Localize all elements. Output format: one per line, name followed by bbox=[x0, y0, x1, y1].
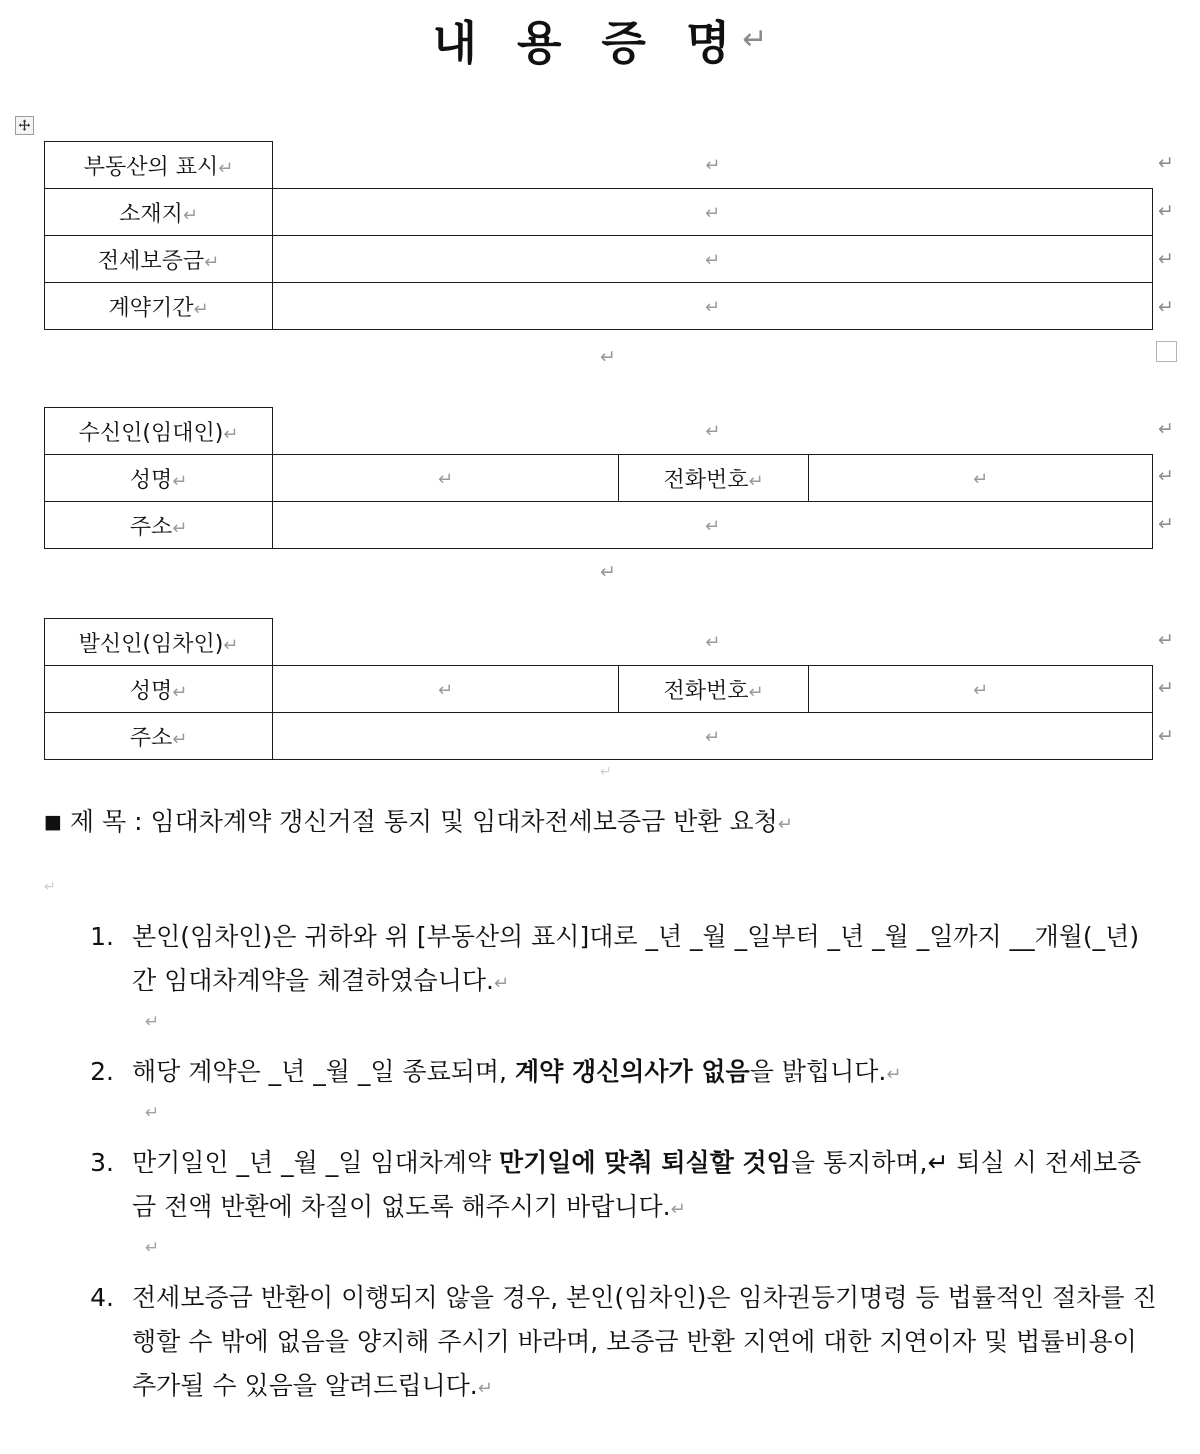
row-end-mark-icon: ↵ bbox=[1158, 629, 1174, 651]
paragraph-mark-icon: ↵ bbox=[44, 879, 56, 895]
row-end-mark-icon: ↵ bbox=[1158, 418, 1174, 440]
list-item-number: 2. bbox=[90, 1057, 114, 1086]
paragraph-mark-icon: ↵ bbox=[886, 1064, 902, 1085]
paragraph-mark-icon: ↵ bbox=[172, 470, 188, 492]
paragraph-mark-icon: ↵ bbox=[704, 296, 721, 318]
list-item bbox=[80, 915, 1160, 1006]
list-item bbox=[80, 1141, 1160, 1232]
property-row-term-value[interactable] bbox=[273, 283, 1153, 330]
paragraph-mark-icon: ↵ bbox=[704, 726, 721, 748]
page-title bbox=[0, 8, 1200, 75]
list-item-number: 4. bbox=[90, 1283, 114, 1312]
cell-text: 계약기간 bbox=[108, 295, 194, 321]
paragraph-mark-icon: ↵ bbox=[748, 470, 764, 492]
property-row-location-value[interactable] bbox=[273, 189, 1153, 236]
recipient-phone-value[interactable] bbox=[809, 455, 1153, 502]
paragraph-mark-icon: ↵ bbox=[145, 1012, 160, 1032]
paragraph-mark-icon: ↵ bbox=[670, 1199, 686, 1220]
page-title-text: 내 용 증 명 bbox=[432, 16, 743, 70]
recipient-table-header-label[interactable] bbox=[45, 408, 273, 455]
recipient-name-label[interactable] bbox=[45, 455, 273, 502]
list-item-segment: 을 밝힙니다. bbox=[749, 1057, 887, 1086]
paragraph-mark-icon: ↵ bbox=[972, 679, 989, 701]
table-row[interactable] bbox=[45, 455, 1153, 502]
paragraph-mark-icon: ↵ bbox=[600, 764, 612, 780]
sender-table-header-label[interactable] bbox=[45, 619, 273, 666]
list-item-segment-bold: 계약 갱신의사가 없음 bbox=[514, 1057, 750, 1086]
cell-text: 전화번호 bbox=[663, 678, 749, 704]
paragraph-mark-icon: ↵ bbox=[704, 515, 721, 537]
list-item-text bbox=[132, 915, 1160, 1006]
cell-text: 주소 bbox=[129, 514, 173, 540]
paragraph-mark-icon: ↵ bbox=[437, 679, 454, 701]
paragraph-mark-icon: ↵ bbox=[705, 155, 721, 177]
table-move-handle-icon[interactable] bbox=[15, 116, 34, 135]
list-item-text bbox=[132, 1276, 1160, 1411]
row-end-mark-icon: ↵ bbox=[1158, 296, 1174, 318]
cell-text: 주소 bbox=[129, 725, 173, 751]
row-end-mark-icon: ↵ bbox=[1158, 465, 1174, 487]
property-table-header-label[interactable] bbox=[45, 142, 273, 189]
list-item-segment: 전세보증금 반환이 이행되지 않을 경우, 본인(임차인)은 임차권등기명령 등 법률적인 절차를 진행할 수 밖에 없음을 양지해 주시기 바라며, 보증금 반환 지연에 대한 지연이자 및 법률비용이 추가될 수 있음을 알려드립니다. bbox=[132, 1283, 1157, 1400]
paragraph-mark-icon: ↵ bbox=[477, 1378, 493, 1399]
paragraph-mark-icon: ↵ bbox=[218, 157, 234, 179]
cell-text: 전세보증금 bbox=[97, 248, 205, 274]
bullet-square-icon: ■ bbox=[44, 811, 62, 833]
row-end-mark-icon: ↵ bbox=[1158, 725, 1174, 747]
list-item-number: 3. bbox=[90, 1148, 114, 1177]
property-table-header-value[interactable] bbox=[273, 142, 1153, 189]
list-item-text bbox=[132, 1050, 1160, 1097]
list-item-segment: 본인(임차인)은 귀하와 위 [부동산의 표시]대로 _년 _월 _일부터 _년 _월 _일까지 __개월(_년)간 임대차계약을 체결하였습니다. bbox=[132, 922, 1140, 995]
list-gap bbox=[80, 1097, 1160, 1141]
paragraph-mark-icon: ↵ bbox=[600, 561, 616, 583]
cell-text: 수신인(임대인) bbox=[78, 420, 224, 446]
list-item bbox=[80, 1050, 1160, 1097]
property-row-deposit-value[interactable] bbox=[273, 236, 1153, 283]
cell-text: 전화번호 bbox=[663, 467, 749, 493]
list-item-segment: 만기일인 _년 _월 _일 임대차계약 bbox=[132, 1148, 500, 1177]
recipient-phone-label[interactable] bbox=[619, 455, 809, 502]
row-end-mark-icon: ↵ bbox=[1158, 248, 1174, 270]
table-row[interactable] bbox=[45, 142, 1153, 189]
paragraph-mark-icon: ↵ bbox=[600, 346, 616, 368]
paragraph-mark-icon: ↵ bbox=[204, 251, 220, 273]
paragraph-mark-icon: ↵ bbox=[182, 204, 198, 226]
paragraph-mark-icon: ↵ bbox=[223, 634, 239, 656]
table-row[interactable] bbox=[45, 713, 1153, 760]
sender-table-header-value[interactable] bbox=[273, 619, 1153, 666]
paragraph-mark-icon: ↵ bbox=[145, 1103, 160, 1123]
paragraph-mark-icon: ↵ bbox=[172, 681, 188, 703]
list-item-segment-bold: 만기일에 맞춰 퇴실할 것임 bbox=[499, 1148, 791, 1177]
sender-table[interactable] bbox=[44, 618, 1153, 760]
list-item-text bbox=[132, 1141, 1160, 1232]
cell-text: 소재지 bbox=[119, 201, 183, 227]
table-row[interactable] bbox=[45, 666, 1153, 713]
paragraph-mark-icon: ↵ bbox=[704, 249, 721, 271]
recipient-table-header-value[interactable] bbox=[273, 408, 1153, 455]
paragraph-mark-icon: ↵ bbox=[145, 1238, 160, 1258]
table-row[interactable] bbox=[45, 189, 1153, 236]
sender-name-value[interactable] bbox=[273, 666, 619, 713]
row-end-mark-icon: ↵ bbox=[1158, 677, 1174, 699]
row-end-mark-icon: ↵ bbox=[1158, 152, 1174, 174]
list-item-segment: 해당 계약은 _년 _월 _일 종료되며, bbox=[132, 1057, 515, 1086]
paragraph-mark-icon: ↵ bbox=[223, 423, 239, 445]
cell-text: 성명 bbox=[129, 678, 173, 704]
row-end-mark-icon: ↵ bbox=[1158, 513, 1174, 535]
sender-phone-label[interactable] bbox=[619, 666, 809, 713]
paragraph-mark-icon: ↵ bbox=[172, 728, 188, 750]
cell-text: 부동산의 표시 bbox=[83, 154, 219, 180]
paragraph-mark-icon: ↵ bbox=[493, 973, 510, 994]
paragraph-mark-icon: ↵ bbox=[748, 681, 764, 703]
paragraph-mark-icon: ↵ bbox=[437, 468, 454, 490]
table-row[interactable] bbox=[45, 236, 1153, 283]
list-gap bbox=[80, 1232, 1160, 1276]
sender-address-value[interactable] bbox=[273, 713, 1153, 760]
table-resize-handle-icon[interactable] bbox=[1156, 341, 1177, 362]
recipient-address-value[interactable] bbox=[273, 502, 1153, 549]
property-row-deposit-label[interactable] bbox=[45, 236, 273, 283]
table-row[interactable] bbox=[45, 283, 1153, 330]
subject-line bbox=[44, 805, 793, 842]
recipient-address-label[interactable] bbox=[45, 502, 273, 549]
paragraph-mark-icon: ↵ bbox=[742, 22, 768, 57]
paragraph-mark-icon: ↵ bbox=[193, 298, 209, 320]
paragraph-mark-icon: ↵ bbox=[777, 814, 793, 835]
subject-text: 제 목 : 임대차계약 갱신거절 통지 및 임대차전세보증금 반환 요청 bbox=[69, 807, 778, 836]
list-item bbox=[80, 1276, 1160, 1411]
cell-text: 발신인(임차인) bbox=[78, 631, 224, 657]
property-row-location-label[interactable] bbox=[45, 189, 273, 236]
paragraph-mark-icon: ↵ bbox=[704, 202, 721, 224]
recipient-name-value[interactable] bbox=[273, 455, 619, 502]
paragraph-mark-icon: ↵ bbox=[172, 517, 188, 539]
paragraph-mark-icon: ↵ bbox=[705, 632, 721, 654]
sender-phone-value[interactable] bbox=[809, 666, 1153, 713]
list-item-number: 1. bbox=[90, 922, 114, 951]
property-row-term-label[interactable] bbox=[45, 283, 273, 330]
body-list bbox=[80, 915, 1160, 1411]
sender-address-label[interactable] bbox=[45, 713, 273, 760]
property-table[interactable] bbox=[44, 141, 1153, 330]
table-row[interactable] bbox=[45, 619, 1153, 666]
recipient-table[interactable] bbox=[44, 407, 1153, 549]
paragraph-mark-icon: ↵ bbox=[705, 421, 721, 443]
list-item-segment: 을 통지하며,↵ 퇴실 시 전세보증금 전액 반환에 차질이 없도록 해주시기 바랍니다. bbox=[132, 1148, 1142, 1221]
cell-text: 성명 bbox=[129, 467, 173, 493]
table-row[interactable] bbox=[45, 502, 1153, 549]
row-end-mark-icon: ↵ bbox=[1158, 200, 1174, 222]
sender-name-label[interactable] bbox=[45, 666, 273, 713]
list-gap bbox=[80, 1006, 1160, 1050]
table-row[interactable] bbox=[45, 408, 1153, 455]
paragraph-mark-icon: ↵ bbox=[972, 468, 989, 490]
